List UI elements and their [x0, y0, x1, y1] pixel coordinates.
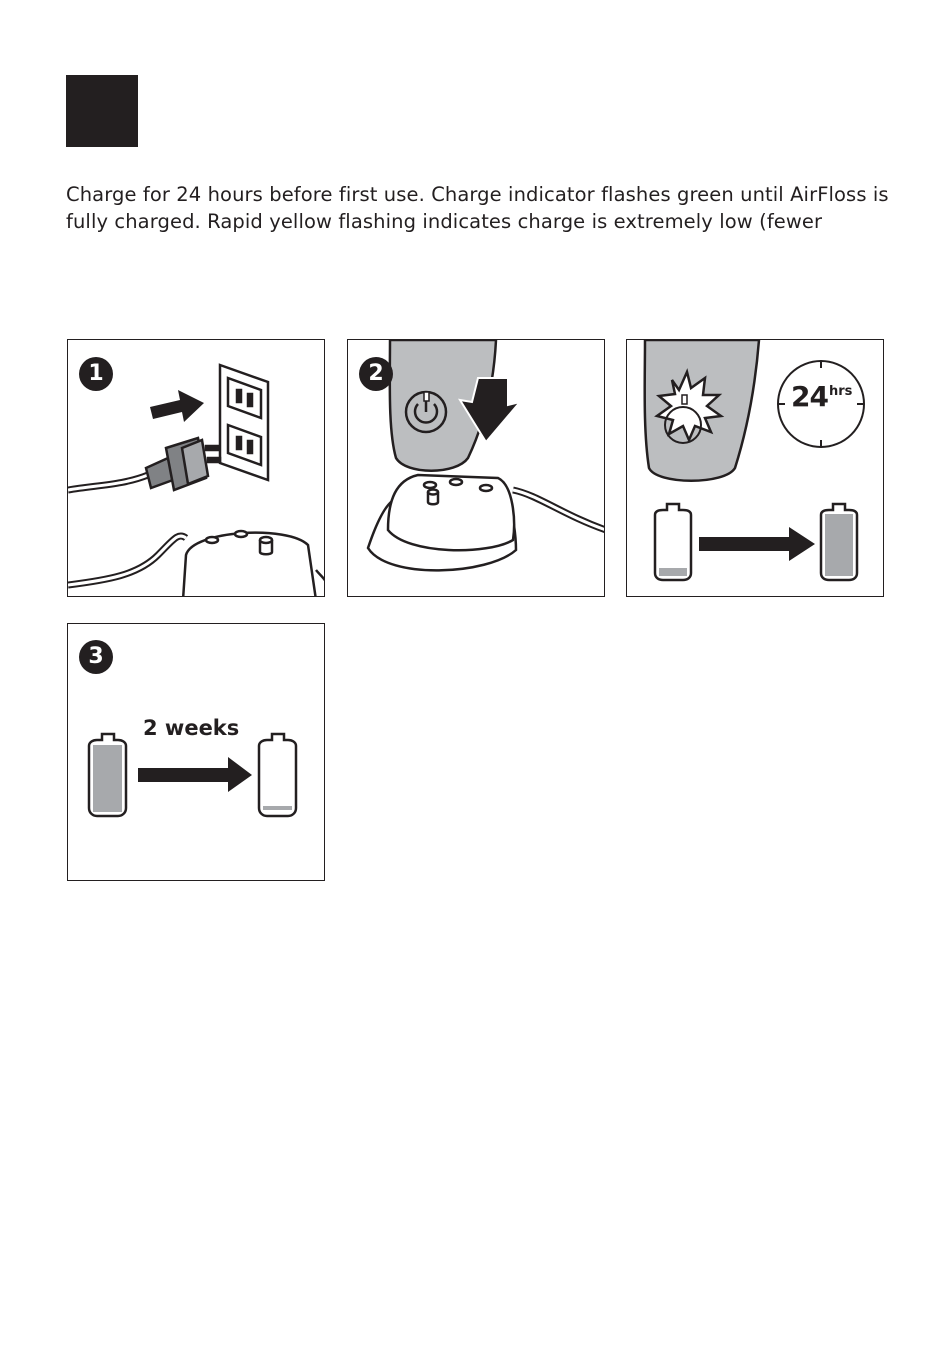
step-number-badge: 1 — [79, 357, 113, 391]
charge-illustration — [627, 340, 884, 597]
step-1-panel — [67, 339, 325, 597]
intro-paragraph: Charge for 24 hours before first use. Charge indicator flashes green until AirFloss is fully charged. Rapid yellow flashing indicates charge is extremely low (fewer — [66, 183, 889, 233]
charge-time-panel — [626, 339, 884, 597]
battery-icon — [655, 504, 691, 580]
charger-base-icon — [183, 531, 325, 597]
plug-icon — [146, 438, 220, 490]
step-number-badge: 3 — [79, 640, 113, 674]
charge-hours-value: 24 — [791, 380, 828, 413]
battery-life-duration: 2 weeks — [143, 716, 240, 740]
power-button-icon — [406, 392, 446, 432]
arrow-icon — [150, 390, 204, 422]
outlet-icon — [220, 365, 268, 480]
battery-icon — [821, 504, 857, 580]
step-2-panel — [347, 339, 605, 597]
charger-base-icon — [368, 475, 516, 570]
section-tab-marker — [66, 75, 138, 147]
battery-icon — [89, 734, 126, 816]
arrow-icon — [699, 527, 815, 561]
arrow-icon — [138, 757, 252, 792]
charge-hours-unit: hrs — [829, 384, 853, 399]
battery-icon — [259, 734, 296, 816]
step-3-panel — [67, 623, 325, 881]
step-number-badge: 2 — [359, 357, 393, 391]
